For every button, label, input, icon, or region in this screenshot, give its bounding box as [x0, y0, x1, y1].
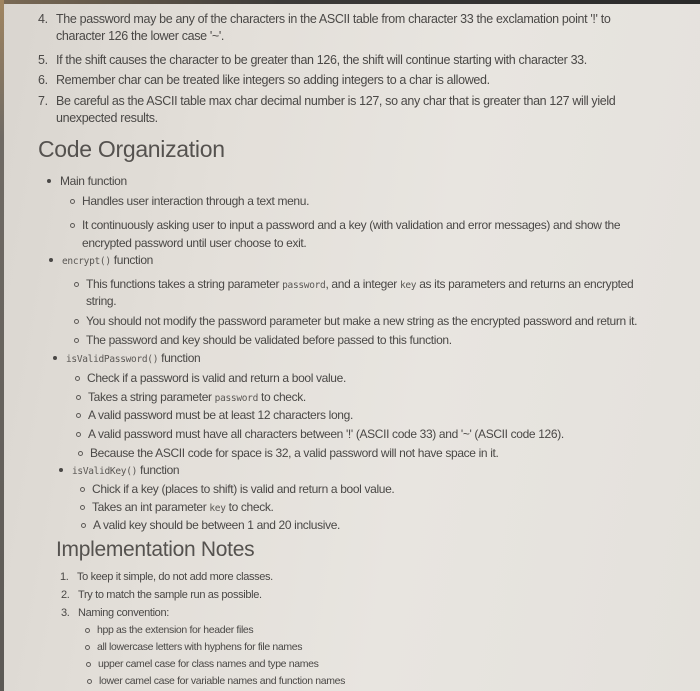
- isvalidkey-item-3: A valid key should be between 1 and 20 inclusive.: [93, 518, 341, 532]
- requirement-item-7: 7. Be careful as the ASCII table max char decimal number is 127, so any char that is greater than 127 will yield unexpected results.: [38, 94, 616, 125]
- naming-item-2: all lowercase letters with hyphens for file names: [97, 638, 302, 656]
- requirement-item-6: 6. Remember char can be treated like integers so adding integers to a char is allowed.: [38, 73, 490, 87]
- requirement-item-5: 5. If the shift causes the character to be greater than 126, the shift will continue starting with character 33.: [38, 53, 587, 67]
- section-title-code-organization: Code Organization: [38, 136, 225, 162]
- bullet-isvalidkey-function: isValidKey() function: [72, 462, 179, 480]
- isvalidpassword-item-2: Takes a string parameter password to check.: [88, 388, 306, 408]
- isvalidpassword-item-5: Because the ASCII code for space is 32, a valid password will not have space in it.: [90, 446, 499, 460]
- isvalidpassword-item-1: Check if a password is valid and return a bool value.: [87, 371, 346, 385]
- isvalidpassword-item-3: A valid password must be at least 12 characters long.: [88, 408, 353, 422]
- main-item-2-cont: encrypted password until user choose to exit.: [82, 236, 307, 250]
- screen-left-bezel: [0, 0, 4, 691]
- isvalidkey-item-2: Takes an int parameter key to check.: [92, 498, 273, 518]
- bullet-isvalidpassword-function: isValidPassword() function: [66, 350, 200, 368]
- encrypt-item-2: You should not modify the password parameter but make a new string as the encrypted password and return it.: [86, 314, 638, 328]
- screen-top-bezel: [0, 0, 700, 4]
- isvalidkey-item-1: Chick if a key (places to shift) is valid and return a bool value.: [92, 482, 395, 496]
- impl-note-1: 1. To keep it simple, do not add more classes.: [60, 571, 273, 583]
- requirement-item-4: 4. The password may be any of the characters in the ASCII table from character 33 the exclamation point '!' to character 126 the lower case '~'.: [38, 12, 611, 43]
- isvalidkey-code: isValidKey(): [72, 466, 138, 477]
- encrypt-item-1: This functions takes a string parameter password, and a integer key as its parameters and returns an encrypted: [86, 275, 633, 295]
- section-title-implementation-notes: Implementation Notes: [56, 538, 255, 561]
- encrypt-item-3: The password and key should be validated before passed to this function.: [86, 333, 452, 347]
- naming-item-4: lower camel case for variable names and function names: [99, 672, 345, 690]
- encrypt-code: encrypt(): [62, 256, 111, 267]
- naming-item-3: upper camel case for class names and type names: [98, 655, 319, 673]
- main-item-2: It continuously asking user to input a password and a key (with validation and error messages) and show the: [82, 218, 621, 232]
- bullet-encrypt-function: encrypt() function: [62, 252, 153, 270]
- main-item-1: Handles user interaction through a text menu.: [82, 194, 310, 208]
- naming-item-1: hpp as the extension for header files: [97, 621, 253, 639]
- isvalidpassword-item-4: A valid password must have all characters between '!' (ASCII code 33) and '~' (ASCII code 126).: [88, 427, 564, 441]
- encrypt-item-1-cont: string.: [86, 294, 117, 308]
- impl-note-3: 3. Naming convention:: [61, 607, 169, 619]
- bullet-main-function: Main function: [60, 174, 127, 188]
- impl-note-2: 2. Try to match the sample run as possible.: [61, 589, 262, 601]
- isvalidpassword-code: isValidPassword(): [66, 354, 159, 365]
